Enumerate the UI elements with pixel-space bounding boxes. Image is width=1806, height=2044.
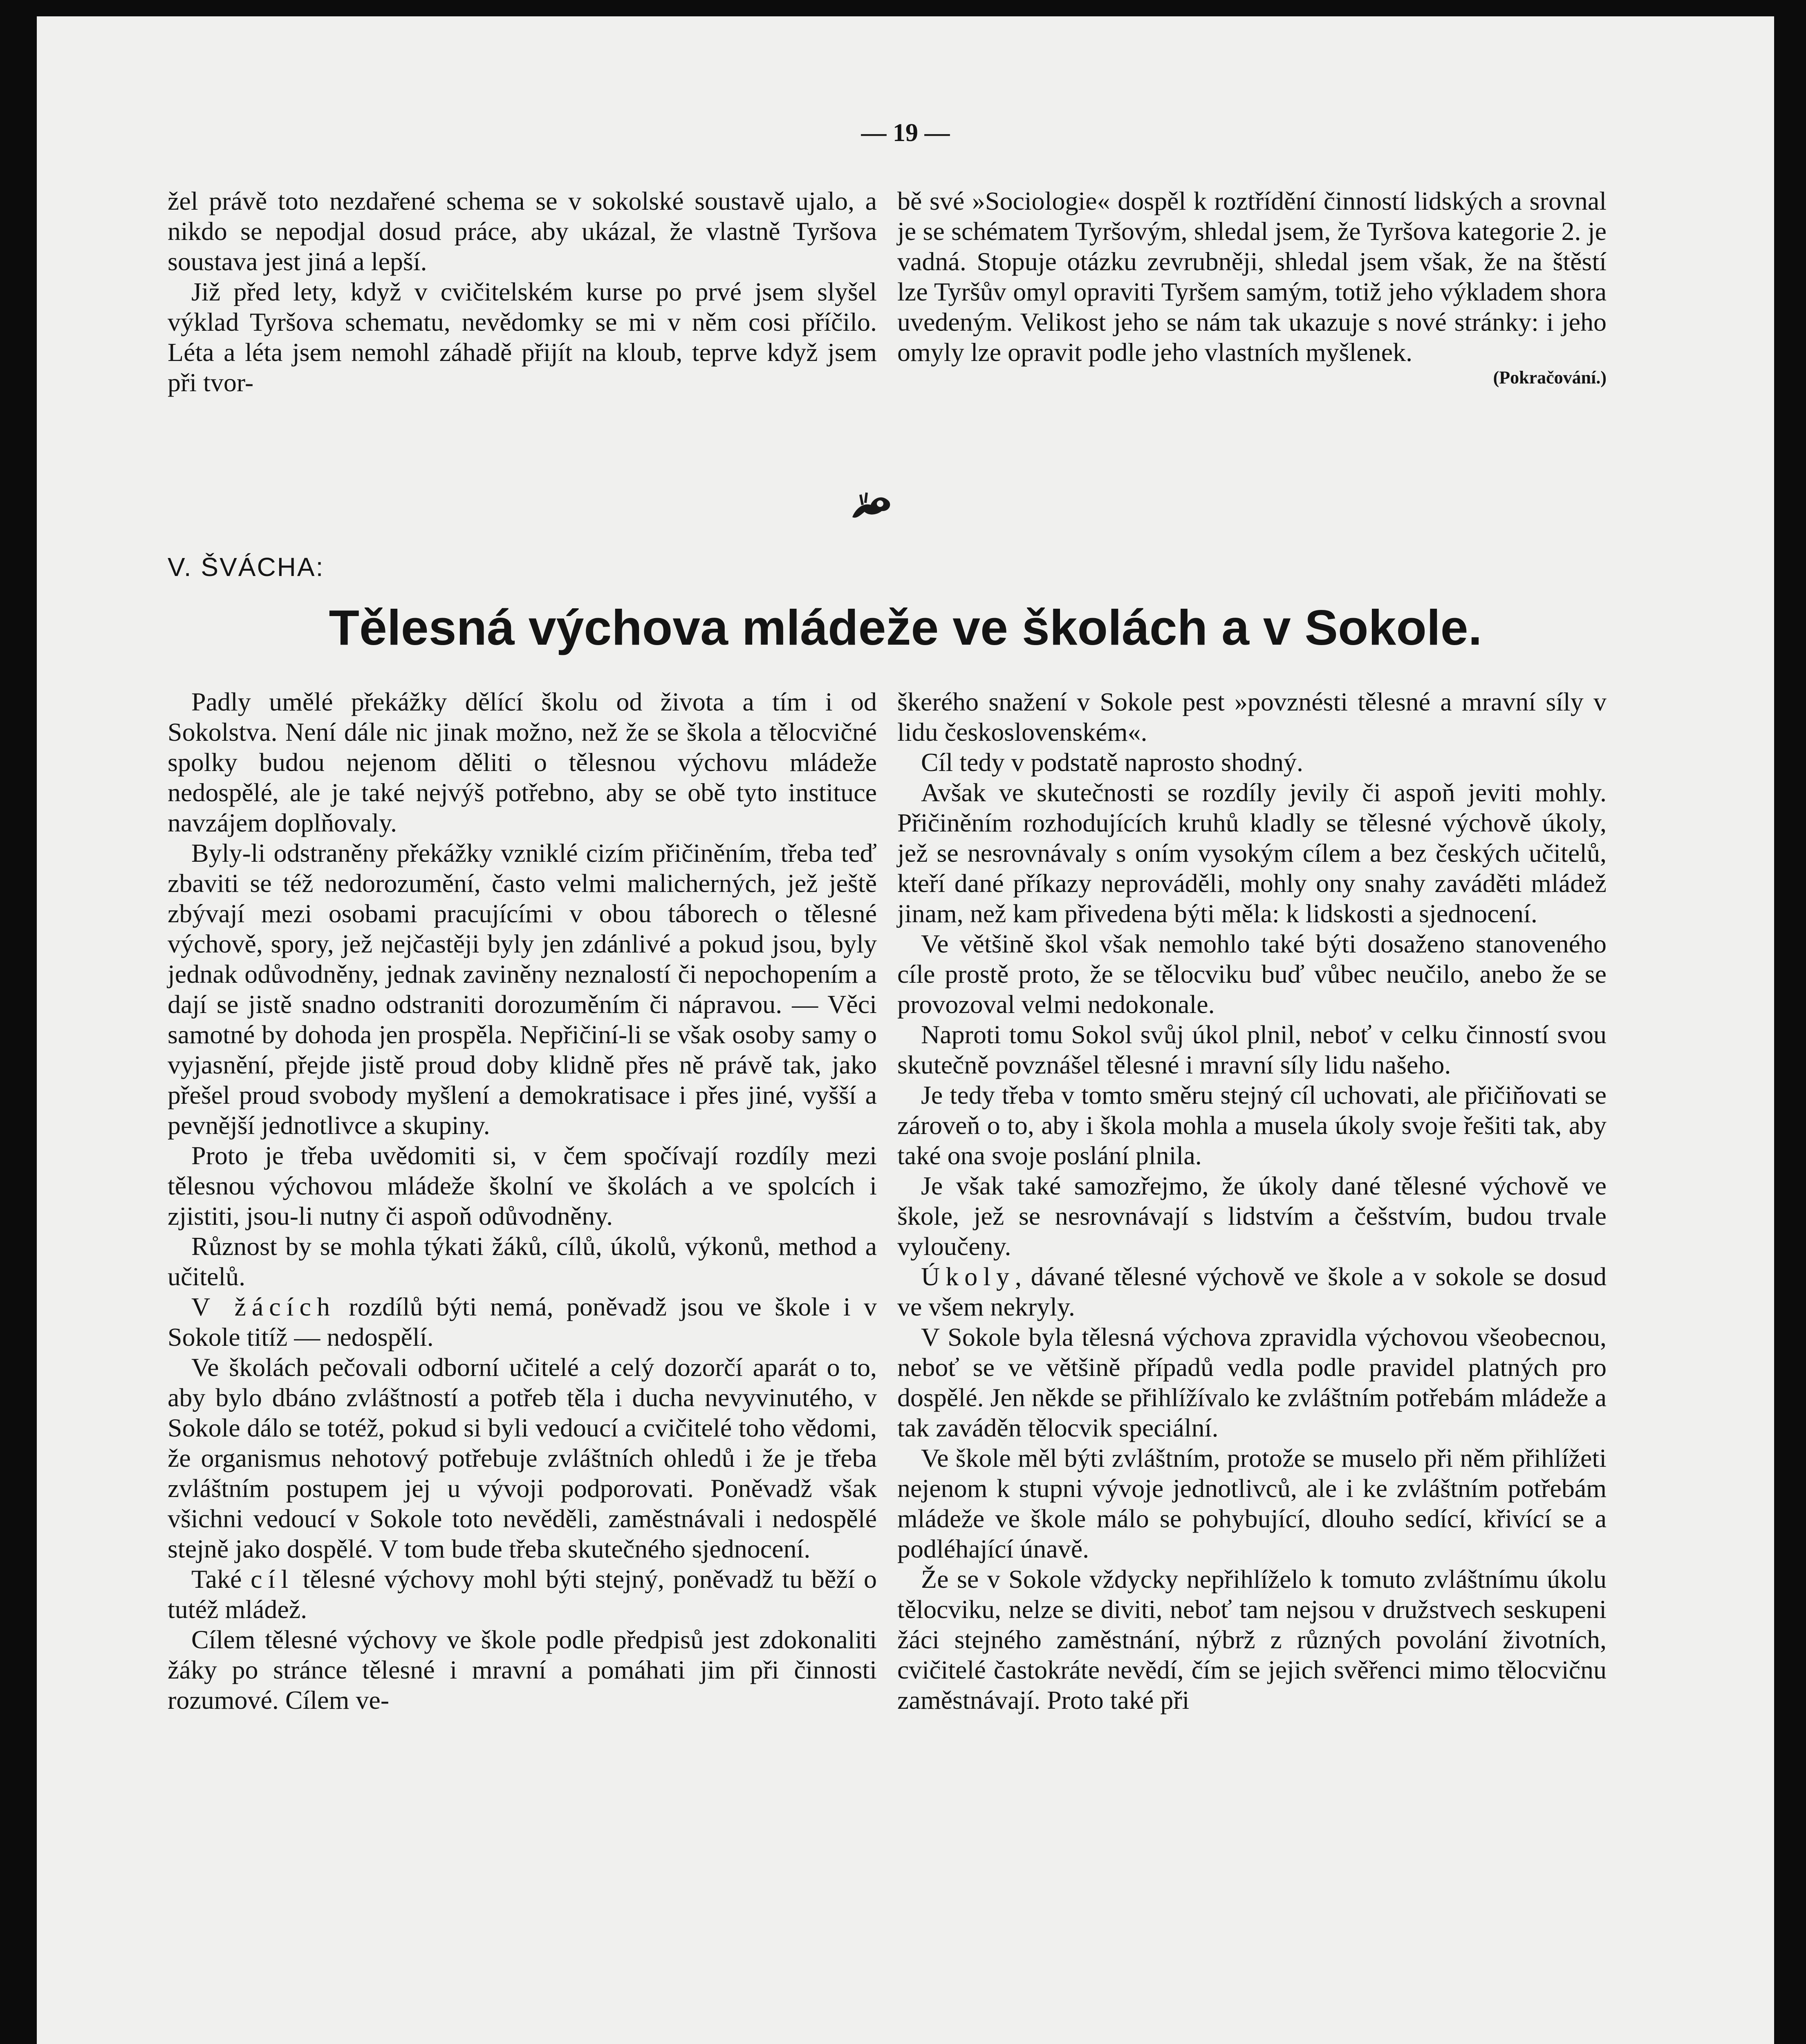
paragraph: Ve většině škol však nemohlo také býti dosaženo stanoveného cíle prostě proto, že se tělocviku buď vůbec neučilo, anebo že se provozoval velmi nedokonale. [897, 929, 1607, 1019]
paragraph: Ve školách pečovali odborní učitelé a celý dozorčí aparát o to, aby bylo dbáno zvláštností a potřeb těla i ducha nevyvinutého, v Sokole dálo se totéž, pokud si byli vedoucí a cvičitelé toho vědomi, že organismus nehotový potřebuje zvláštních ohledů i že je třeba zvláštním postupem jej u vývoji podporovati. Poněvadž však všichni vedoucí v Sokole toto nevěděli, zaměstnávali i nedospělé stejně jako dospělé. V tom bude třeba skutečného sjednocení. [168, 1353, 877, 1563]
article-left-column [168, 687, 877, 1715]
paragraph: Avšak ve skutečnosti se rozdíly jevily či aspoň jeviti mohly. Přičiněním rozhodujících kruhů kladly se tělesné výchově úkoly, jež se nesrovnávaly s oním vysokým cílem a bez českých učitelů, kteří dané příkazy neprováděli, mohly ony snahy zaváděti mládež jinam, než kam přivedena býti měla: k lidskosti a sjednocení. [897, 778, 1607, 928]
paragraph: Cílem tělesné výchovy ve škole podle předpisů jest zdokonaliti žáky po stránce tělesné i mravní a pomáhati jim při činnosti rozumové. Cílem ve- [168, 1625, 877, 1715]
paragraph: Proto je třeba uvědomiti si, v čem spočívají rozdíly mezi tělesnou výchovou mládeže školní ve školách a ve spolcích i zjistiti, jsou-li nutny či aspoň odůvodněny. [168, 1141, 877, 1230]
paragraph: Že se v Sokole vždycky nepřihlíželo k tomuto zvláštnímu úkolu tělocviku, nelze se diviti, neboť tam nejsou v družstvech seskupeni žáci stejného zaměstnání, nýbrž z různých povolání životních, cvičitelé častokráte nevědí, čím se jejich svěřenci mimo tělocvičnu zaměstnávají. Proto také při [897, 1564, 1607, 1715]
paragraph-text: rozdílů býti nemá, poněvadž jsou ve škole i v Sokole titíž — nedospělí. [168, 1292, 877, 1351]
paragraph: bě své »Sociologie« dospěl k roztřídění činností lidských a srovnal je se schématem Tyršovým, shledal jsem, že Tyršova kategorie 2. je vadná. Stopuje otázku zevrubněji, shledal jsem však, že na štěstí lze Tyršův omyl opraviti Tyršem samým, totiž jeho výkladem shora uvedeným. Velikost jeho se nám tak ukazuje s nové stránky: i jeho omyly lze opravit podle jeho vlastních myšlenek. [897, 186, 1607, 367]
paragraph: Naproti tomu Sokol svůj úkol plnil, neboť v celku činností svou skutečně povznášel tělesné i mravní síly lidu našeho. [897, 1020, 1607, 1079]
emphasis-text: cíl [251, 1564, 294, 1594]
article-right-column [897, 687, 1607, 1715]
previous-article-right-column [897, 186, 1607, 388]
paragraph: Cíl tedy v podstatě naprosto shodný. [921, 748, 1304, 777]
paragraph: Různost by se mohla týkati žáků, cílů, úkolů, výkonů, method a učitelů. [168, 1232, 877, 1291]
paragraph: Byly-li odstraněny překážky vzniklé cizím přičiněním, třeba teď zbaviti se též nedorozumění, často velmi malicherných, jež ještě zbývají mezi osobami pracujícími v obou táborech o tělesné výchově, spory, jež nejčastěji byly jen zdánlivé a pokud jsou, byly jednak odůvodněny, jednak zaviněny neznalostí či nepochopením a dají se jistě snadno odstraniti dorozuměním či nápravou. — Věci samotné by dohoda jen prospěla. Nepřičiní-li se však osoby samy o vyjasnění, přejde jistě proud doby klidně přes ně právě tak, jako přešel proud svobody myšlení a demokratisace i přes jiné, vyšší a pevnější jednotlivce a skupiny. [168, 838, 877, 1140]
emphasis-text: Úkoly [921, 1262, 1015, 1291]
article-title: Tělesná výchova mládeže ve školách a v Sokole. [329, 600, 1482, 655]
paragraph: škerého snažení v Sokole pest »povznésti tělesné a mravní síly v lidu československém«. [897, 687, 1607, 746]
paragraph: žel právě toto nezdařené schema se v sokolské soustavě ujalo, a nikdo se nepodjal dosud práce, aby ukázal, že vlastně Tyršova soustava jest jiná a lepší. [168, 186, 877, 276]
paragraph: Je tedy třeba v tomto směru stejný cíl uchovati, ale přičiňovati se zároveň o to, aby i škola mohla a musela úkoly svoje řešiti tak, aby také ona svoje poslání plnila. [897, 1080, 1607, 1170]
article-author: V. ŠVÁCHA: [168, 552, 325, 582]
page-number: — 19 — [861, 119, 950, 147]
paragraph-text: , dávané tělesné výchově ve škole a v sokole se dosud ve všem nekryly. [897, 1262, 1607, 1321]
paragraph [168, 1292, 877, 1352]
paragraph: Ve škole měl býti zvláštním, protože se muselo při něm přihlížeti nejenom k stupni vývoje jednotlivců, ale i ke zvláštním potřebám mládeže ve škole málo se pohybující, dlouho sedící, křivící se a podléhající únavě. [897, 1443, 1607, 1563]
emphasis-text: V žácích [191, 1292, 336, 1321]
paragraph: Již před lety, když v cvičitelském kurse po prvé jsem slyšel výklad Tyršova schematu, nevědomky se mi v něm cosi příčilo. Léta a léta jsem nemohl záhadě přijít na kloub, teprve když jsem při tvor- [168, 277, 877, 397]
floral-ornament-icon [848, 482, 897, 527]
paragraph: V Sokole byla tělesná výchova zpravidla výchovou všeobecnou, neboť se ve většině případů vedla podle pravidel platných pro dospělé. Jen někde se přihlížívalo ke zvláštním potřebám mládeže a tak zaváděn tělocvik speciální. [897, 1322, 1607, 1442]
newspaper-page [37, 16, 1774, 2044]
continuation-note: (Pokračování.) [1493, 368, 1607, 388]
paragraph: Padly umělé překážky dělící školu od života a tím i od Sokolstva. Není dále nic jinak možno, než že se škola a tělocvičné spolky budou nejenom děliti o tělesnou výchovu mládeže nedospělé, ale je také nejvýš potřebno, aby se obě tyto instituce navzájem doplňovaly. [168, 687, 877, 837]
previous-article-left-column [168, 186, 877, 398]
paragraph-text: tělesné výchovy mohl býti stejný, poněvadž tu běží o tutéž mládež. [168, 1564, 877, 1624]
paragraph [897, 1262, 1607, 1322]
paragraph: Je však také samozřejmo, že úkoly dané tělesné výchově ve škole, jež se nesrovnávají s lidstvím a češstvím, budou trvale vyloučeny. [897, 1171, 1607, 1261]
paragraph-text: Také [191, 1564, 251, 1594]
paragraph [168, 1564, 877, 1625]
